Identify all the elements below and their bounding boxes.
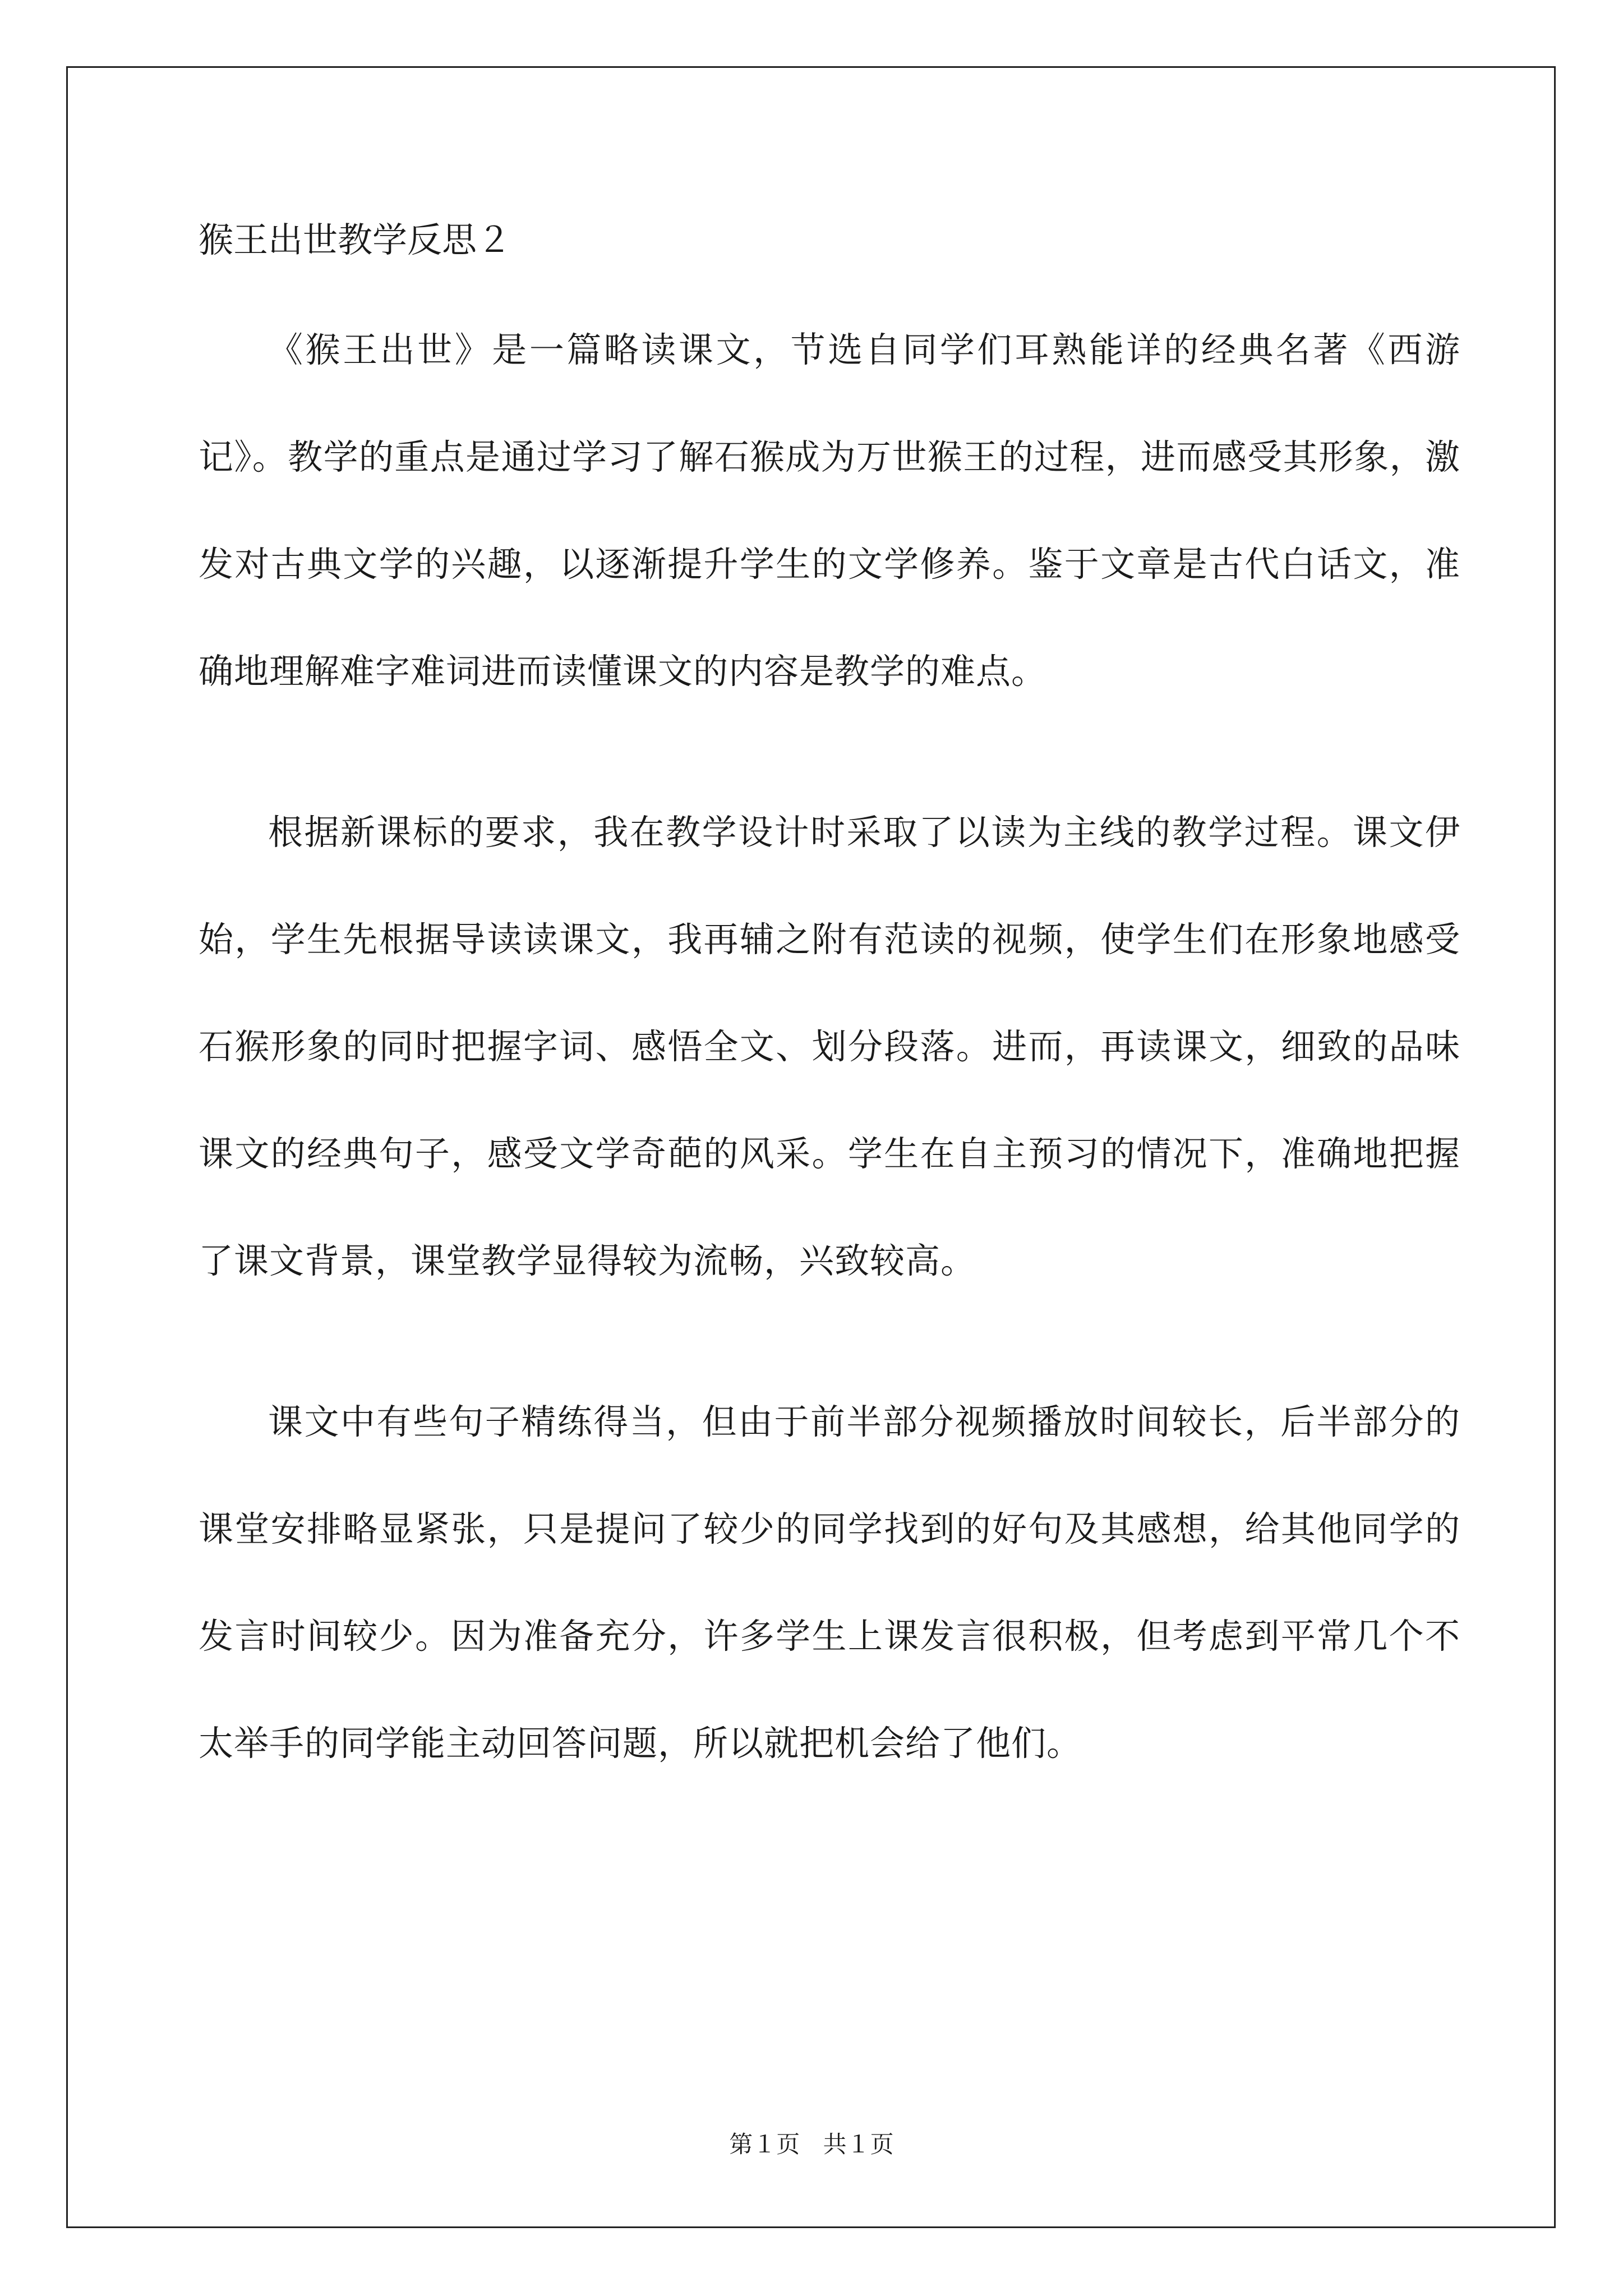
document-title: 猴王出世教学反思２ — [199, 219, 512, 260]
paragraph-2: 根据新课标的要求，我在教学设计时采取了以读为主线的教学过程。课文伊始，学生先根据导读读课文，我再辅之附有范读的视频，使学生们在形象地感受石猴形象的同时把握字词、感悟全文、划分段落。进而，再读课文，细致的品味课文的经典句子，感受文学奇葩的风采。学生在自主预习的情况下，准确地把握了课文背景，课堂教学显得较为流畅，兴致较高。 — [199, 812, 1460, 1281]
page-footer — [0, 2126, 1623, 2160]
paragraph-1: 《猴王出世》是一篇略读课文，节选自同学们耳熟能详的经典名著《西游记》。教学的重点是通过学习了解石猴成为万世猴王的过程，进而感受其形象，激发对古典文学的兴趣，以逐渐提升学生的文学修养。鉴于文章是古代白话文，准确地理解难字难词进而读懂课文的内容是教学的难点。 — [199, 329, 1460, 692]
page-total: 共１页 — [823, 2131, 894, 2158]
document-body — [199, 213, 1460, 1797]
page-number: 第１页 — [729, 2131, 800, 2158]
paragraph-3: 课文中有些句子精练得当，但由于前半部分视频播放时间较长，后半部分的课堂安排略显紧张，只是提问了较少的同学找到的好句及其感想，给其他同学的发言时间较少。因为准备充分，许多学生上课发言很积极，但考虑到平常几个不太举手的同学能主动回答问题，所以就把机会给了他们。 — [199, 1401, 1460, 1764]
